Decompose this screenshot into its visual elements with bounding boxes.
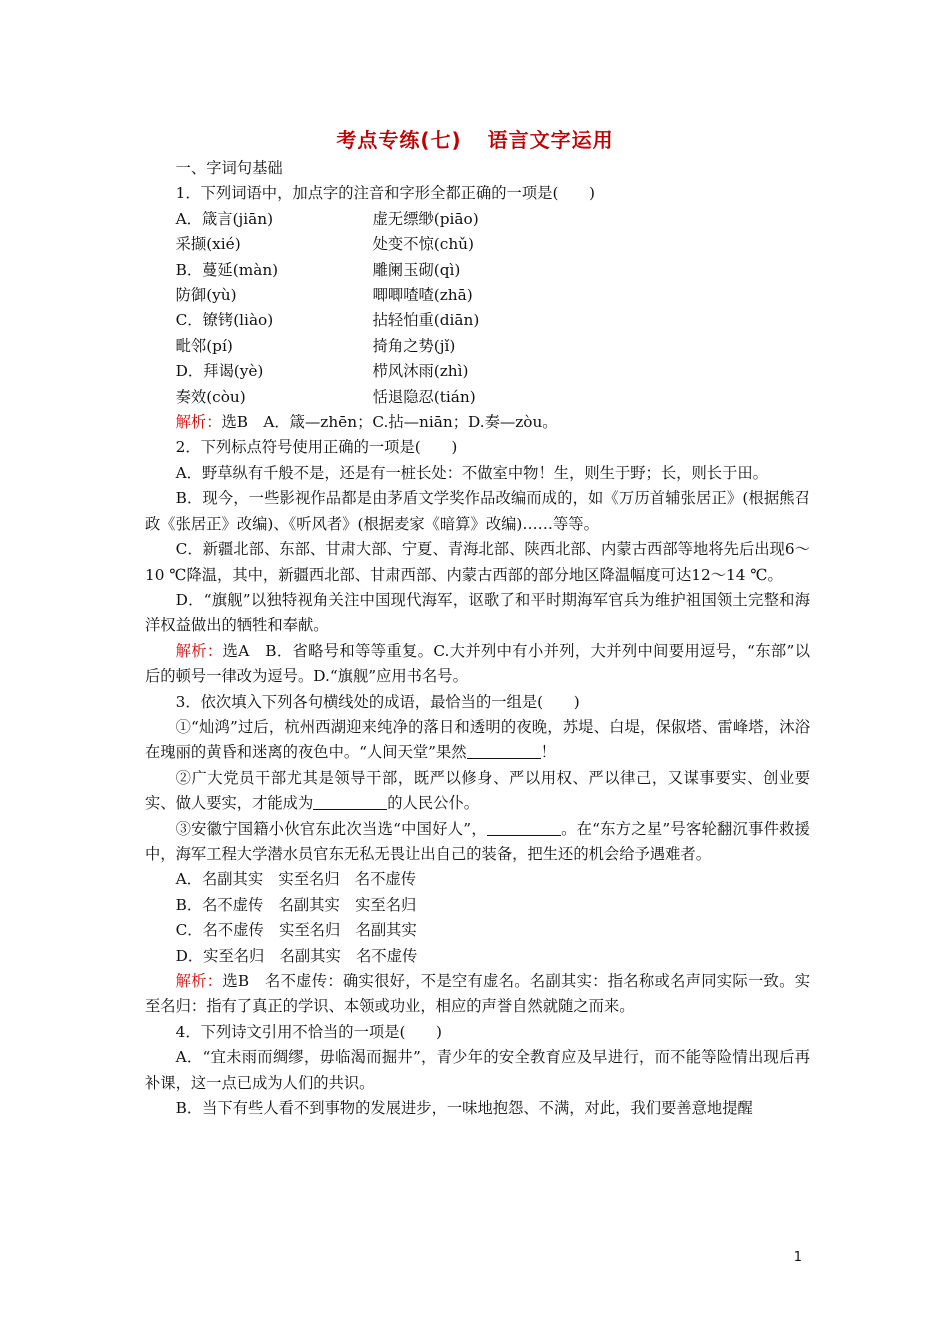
option-row: 采撷(xié) 处变不惊(chǔ) xyxy=(175,235,474,254)
question-4-stem: 4．下列诗文引用不恰当的一项是( ) xyxy=(175,1022,443,1041)
question-4-option-b: B．当下有些人看不到事物的发展进步，一味地抱怨、不满，对此，我们要善意地提醒 xyxy=(175,1099,753,1118)
question-1-options xyxy=(145,207,810,410)
analysis-label: 解析： xyxy=(175,641,223,660)
option-row: 防御(yù) 唧唧喳喳(zhā) xyxy=(175,286,473,305)
question-3-stem: 3．依次填入下列各句横线处的成语，最恰当的一组是( ) xyxy=(175,692,580,711)
fill-blank xyxy=(487,819,561,836)
option-row: B．蔓延(màn) 雕阑玉砌(qì) xyxy=(175,260,461,279)
question-3-sentence-3: ③安徽宁国籍小伙官东此次当选“中国好人”， 。在“东方之星”号客轮翻沉事件救援中，海军工程大学潜水员官东无私无畏让出自己的装备，把生还的机会给予遇难者。 xyxy=(145,819,810,863)
question-2-option-c: C．新疆北部、东部、甘肃大部、宁夏、青海北部、陕西北部、内蒙古西部等地将先后出现6～10 ℃降温，其中，新疆西北部、甘肃西部、内蒙古西部的部分地区降温幅度可达12～14 ℃。 xyxy=(145,540,810,584)
question-3-sentence-2: ②广大党员干部尤其是领导干部，既严以修身、严以用权、严以律己，又谋事要实、创业要实、做人要实，才能成为 的人民公仆。 xyxy=(145,768,810,813)
section-heading: 一、字词句基础 xyxy=(175,159,283,177)
question-3-sentence-1: ①“灿鸿”过后，杭州西湖迎来纯净的落日和透明的夜晚，苏堤、白堤，保俶塔、雷峰塔，沐浴在瑰丽的黄昏和迷离的夜色中。“人间天堂”果然 ！ xyxy=(145,717,810,762)
option-row: D．拜谒(yè) 栉风沐雨(zhì) xyxy=(175,362,469,381)
page-number: 1 xyxy=(793,1250,802,1265)
fill-blank xyxy=(467,742,541,759)
analysis-label: 解析： xyxy=(175,413,222,432)
option-row: 奏效(còu) 恬退隐忍(tián) xyxy=(175,387,476,406)
option-row: C．镣铐(liào) 拈轻怕重(diān) xyxy=(175,311,480,330)
question-2-option-d: D．“旗舰”以独特视角关注中国现代海军，讴歌了和平时期海军官兵为维护祖国领土完整和海洋权益做出的牺牲和奉献。 xyxy=(145,590,810,635)
question-3-choice-c: C．名不虚传 实至名归 名副其实 xyxy=(175,921,417,940)
question-4-option-a: A．“宜未雨而绸缪，毋临渴而掘井”，青少年的安全教育应及早进行，而不能等险情出现后再补课，这一点已成为人们的共识。 xyxy=(145,1048,810,1092)
document-body xyxy=(145,156,810,1121)
question-1-analysis: 解析：选B A．箴—zhēn；C.拈—niān；D.奏—zòu。 xyxy=(175,413,558,432)
fill-blank xyxy=(313,793,387,810)
option-row: A．箴言(jiān) 虚无缥缈(piāo) xyxy=(175,209,479,228)
question-2-option-a: A．野草纵有千般不是，还是有一桩长处：不做室中物！生，则生于野；长，则长于田。 xyxy=(175,463,768,482)
question-1-stem: 1．下列词语中，加点字的注音和字形全都正确的一项是( ) xyxy=(175,184,595,203)
question-2-stem: 2．下列标点符号使用正确的一项是( ) xyxy=(175,438,458,457)
option-row: 毗邻(pí) 掎角之势(jǐ) xyxy=(175,336,456,355)
question-3-choice-b: B．名不虚传 名副其实 实至名归 xyxy=(175,895,417,914)
question-3-choice-a: A．名副其实 实至名归 名不虚传 xyxy=(175,870,417,889)
question-3-analysis: 解析：选B 名不虚传：确实很好，不是空有虚名。名副其实：指名称或名声同实际一致。实至名归：指有了真正的学识、本领或功业，相应的声誉自然就随之而来。 xyxy=(145,972,810,1016)
page-title: 考点专练(七) 语言文字运用 xyxy=(336,128,614,152)
question-3-choice-d: D．实至名归 名副其实 名不虚传 xyxy=(175,946,418,965)
analysis-label: 解析： xyxy=(175,972,223,990)
question-2-option-b: B．现今，一些影视作品都是由茅盾文学奖作品改编而成的，如《万历首辅张居正》(根据熊召政《张居正》改编)、《听风者》(根据麦家《暗算》改编)……等等。 xyxy=(145,489,810,533)
question-2-analysis: 解析：选A B．省略号和等等重复。C.大并列中有小并列，大并列中间要用逗号，“东部”以后的顿号一律改为逗号。D.“旗舰”应用书名号。 xyxy=(145,641,810,686)
